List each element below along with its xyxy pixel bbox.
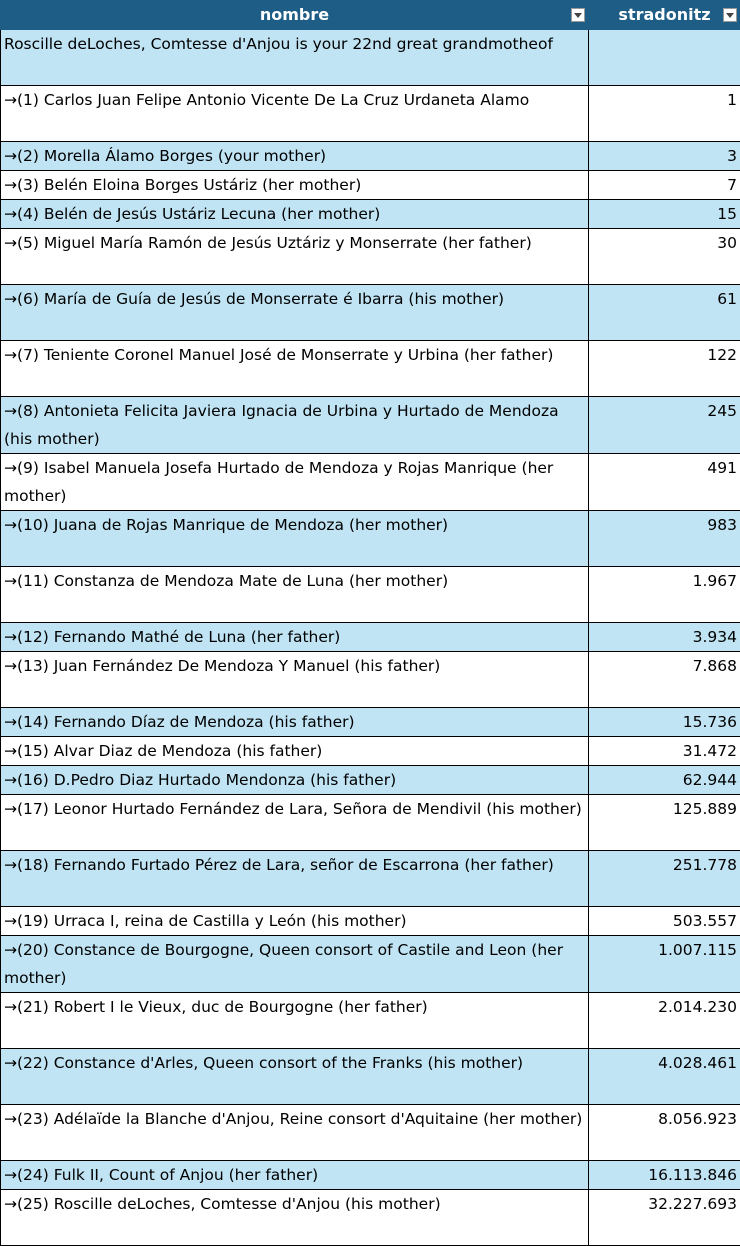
cell-stradonitz[interactable]: 30 — [589, 229, 740, 285]
cell-name[interactable]: →(14) Fernando Díaz de Mendoza (his father) — [1, 708, 589, 737]
cell-name[interactable]: →(3) Belén Eloina Borges Ustáriz (her mother) — [1, 171, 589, 200]
table-row — [1, 285, 740, 341]
cell-stradonitz[interactable]: 62.944 — [589, 766, 740, 795]
table-row — [1, 993, 740, 1049]
cell-name[interactable]: →(5) Miguel María Ramón de Jesús Uztáriz y Monserrate (her father) — [1, 229, 589, 285]
table-row — [1, 454, 740, 511]
filter-dropdown-icon[interactable] — [571, 8, 585, 22]
table-row — [1, 708, 740, 737]
table-row — [1, 795, 740, 851]
cell-name[interactable]: →(23) Adélaïde la Blanche d'Anjou, Reine consort d'Aquitaine (her mother) — [1, 1105, 589, 1161]
cell-name[interactable]: →(7) Teniente Coronel Manuel José de Monserrate y Urbina (her father) — [1, 341, 589, 397]
cell-stradonitz[interactable]: 2.014.230 — [589, 993, 740, 1049]
cell-stradonitz[interactable]: 1.007.115 — [589, 936, 740, 993]
table-row — [1, 229, 740, 285]
cell-name[interactable]: →(9) Isabel Manuela Josefa Hurtado de Mendoza y Rojas Manrique (her mother) — [1, 454, 589, 511]
table-row — [1, 86, 740, 142]
table-row — [1, 511, 740, 567]
cell-name[interactable]: →(13) Juan Fernández De Mendoza Y Manuel (his father) — [1, 652, 589, 708]
cell-stradonitz[interactable]: 3 — [589, 142, 740, 171]
cell-stradonitz[interactable]: 4.028.461 — [589, 1049, 740, 1105]
cell-name[interactable]: →(20) Constance de Bourgogne, Queen consort of Castile and Leon (her mother) — [1, 936, 589, 993]
cell-name[interactable]: →(12) Fernando Mathé de Luna (her father) — [1, 623, 589, 652]
cell-stradonitz[interactable]: 122 — [589, 341, 740, 397]
cell-stradonitz[interactable]: 15 — [589, 200, 740, 229]
cell-stradonitz[interactable]: 8.056.923 — [589, 1105, 740, 1161]
cell-stradonitz[interactable]: 251.778 — [589, 851, 740, 907]
cell-stradonitz[interactable]: 31.472 — [589, 737, 740, 766]
table-row — [1, 623, 740, 652]
header-nombre[interactable] — [1, 1, 589, 30]
filter-dropdown-icon[interactable] — [723, 8, 737, 22]
cell-stradonitz[interactable]: 491 — [589, 454, 740, 511]
cell-stradonitz[interactable]: 16.113.846 — [589, 1161, 740, 1190]
cell-name[interactable]: →(24) Fulk II, Count of Anjou (her father) — [1, 1161, 589, 1190]
cell-name[interactable]: →(15) Alvar Diaz de Mendoza (his father) — [1, 737, 589, 766]
cell-name[interactable]: →(6) María de Guía de Jesús de Monserrate é Ibarra (his mother) — [1, 285, 589, 341]
cell-stradonitz[interactable]: 32.227.693 — [589, 1190, 740, 1246]
cell-name[interactable]: Roscille deLoches, Comtesse d'Anjou is your 22nd great grandmotheof — [1, 30, 589, 86]
cell-name[interactable]: →(11) Constanza de Mendoza Mate de Luna (her mother) — [1, 567, 589, 623]
cell-name[interactable]: →(22) Constance d'Arles, Queen consort of the Franks (his mother) — [1, 1049, 589, 1105]
cell-stradonitz[interactable]: 7 — [589, 171, 740, 200]
cell-name[interactable]: →(25) Roscille deLoches, Comtesse d'Anjou (his mother) — [1, 1190, 589, 1246]
table-row — [1, 1049, 740, 1105]
table-row — [1, 737, 740, 766]
table-row — [1, 397, 740, 454]
table-row — [1, 766, 740, 795]
table-row — [1, 851, 740, 907]
table-row — [1, 907, 740, 936]
table-row — [1, 1105, 740, 1161]
cell-name[interactable]: →(10) Juana de Rojas Manrique de Mendoza (her mother) — [1, 511, 589, 567]
table-row — [1, 936, 740, 993]
cell-name[interactable]: →(17) Leonor Hurtado Fernández de Lara, Señora de Mendivil (his mother) — [1, 795, 589, 851]
cell-stradonitz[interactable]: 1 — [589, 86, 740, 142]
table-row — [1, 142, 740, 171]
cell-name[interactable]: →(4) Belén de Jesús Ustáriz Lecuna (her mother) — [1, 200, 589, 229]
header-row — [1, 1, 740, 30]
cell-stradonitz[interactable]: 503.557 — [589, 907, 740, 936]
cell-stradonitz[interactable]: 3.934 — [589, 623, 740, 652]
header-stradonitz-label: stradonitz — [618, 1, 710, 29]
cell-stradonitz[interactable]: 15.736 — [589, 708, 740, 737]
cell-stradonitz[interactable]: 1.967 — [589, 567, 740, 623]
cell-name[interactable]: →(2) Morella Álamo Borges (your mother) — [1, 142, 589, 171]
cell-stradonitz[interactable]: 983 — [589, 511, 740, 567]
table-row — [1, 171, 740, 200]
cell-stradonitz[interactable]: 7.868 — [589, 652, 740, 708]
cell-name[interactable]: →(1) Carlos Juan Felipe Antonio Vicente De La Cruz Urdaneta Alamo — [1, 86, 589, 142]
cell-stradonitz[interactable]: 125.889 — [589, 795, 740, 851]
table-row — [1, 1190, 740, 1246]
table-row — [1, 30, 740, 86]
cell-name[interactable]: →(16) D.Pedro Diaz Hurtado Mendonza (his father) — [1, 766, 589, 795]
cell-stradonitz[interactable] — [589, 30, 740, 86]
table-row — [1, 567, 740, 623]
table-row — [1, 200, 740, 229]
cell-name[interactable]: →(18) Fernando Furtado Pérez de Lara, señor de Escarrona (her father) — [1, 851, 589, 907]
cell-stradonitz[interactable]: 61 — [589, 285, 740, 341]
table-row — [1, 1161, 740, 1190]
cell-name[interactable]: →(19) Urraca I, reina de Castilla y León (his mother) — [1, 907, 589, 936]
table-row — [1, 341, 740, 397]
header-stradonitz[interactable] — [589, 1, 740, 30]
header-nombre-label: nombre — [260, 1, 329, 29]
table-row — [1, 652, 740, 708]
cell-stradonitz[interactable]: 245 — [589, 397, 740, 454]
cell-name[interactable]: →(8) Antonieta Felicita Javiera Ignacia de Urbina y Hurtado de Mendoza (his mother) — [1, 397, 589, 454]
cell-name[interactable]: →(21) Robert I le Vieux, duc de Bourgogne (her father) — [1, 993, 589, 1049]
